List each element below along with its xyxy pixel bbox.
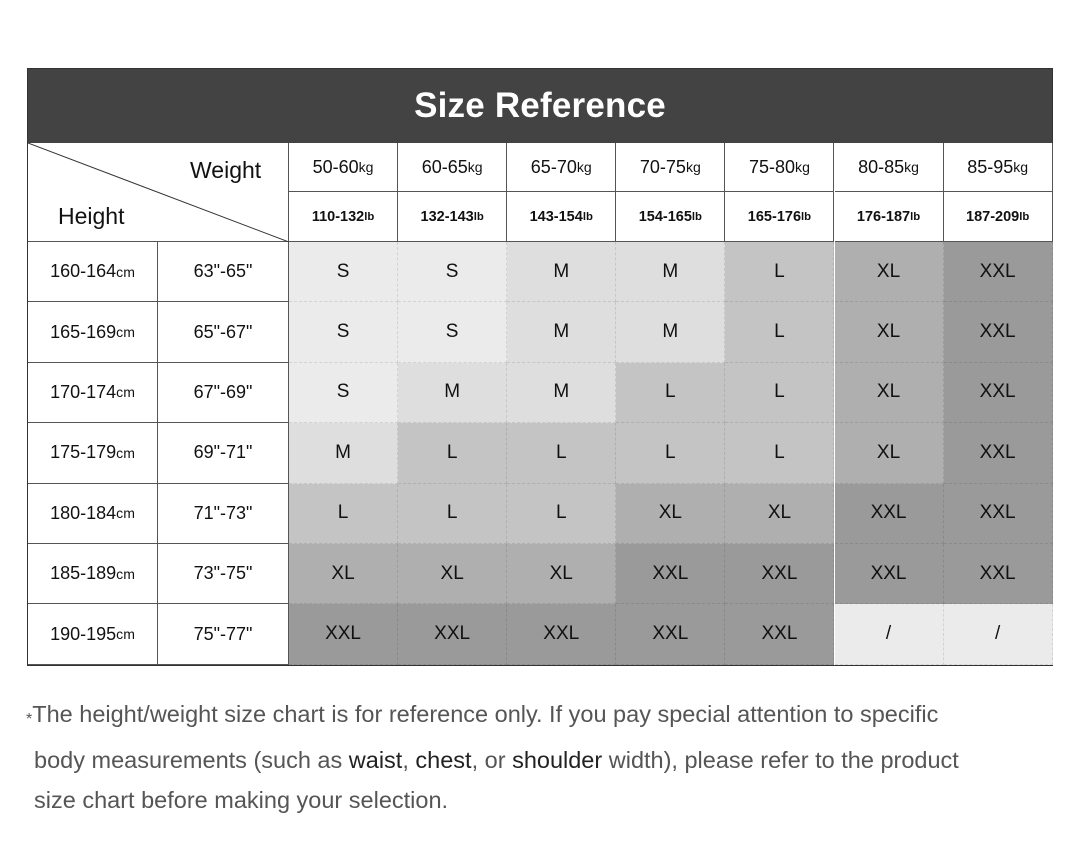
weight-lb-header: 143-154 lb — [507, 192, 616, 242]
height-inch-cell: 63"-65" — [158, 242, 289, 302]
weight-kg-header: 75-80 kg — [725, 143, 834, 192]
corner-header — [28, 143, 289, 242]
size-cell: XL — [835, 302, 944, 362]
weight-kg-header: 60-65 kg — [398, 143, 507, 192]
footnote-asterisk: * — [26, 711, 33, 728]
size-cell: XXL — [944, 242, 1053, 302]
size-cell: XXL — [944, 544, 1053, 604]
height-inch-cell: 75"-77" — [158, 604, 289, 664]
size-cell: XXL — [616, 544, 725, 604]
size-cell: XL — [725, 484, 834, 544]
size-cell: XL — [835, 423, 944, 483]
size-cell: XXL — [725, 604, 834, 664]
size-cell: L — [398, 484, 507, 544]
weight-kg-header: 85-95 kg — [944, 143, 1053, 192]
size-cell: / — [835, 604, 944, 664]
size-reference-chart — [27, 68, 1053, 666]
size-cell: XL — [398, 544, 507, 604]
weight-kg-header: 65-70 kg — [507, 143, 616, 192]
size-cell: L — [616, 423, 725, 483]
size-cell: XL — [616, 484, 725, 544]
weight-kg-header: 70-75 kg — [616, 143, 725, 192]
footnote — [26, 694, 1066, 820]
size-cell: S — [289, 363, 398, 423]
size-cell: XXL — [507, 604, 616, 664]
footnote-line-2: body measurements (such as waist, chest, or shoulder width), please refer to the product — [34, 747, 959, 773]
size-table — [28, 143, 1052, 665]
height-inch-cell: 67"-69" — [158, 363, 289, 423]
size-cell: L — [398, 423, 507, 483]
size-cell: XXL — [725, 544, 834, 604]
size-cell: L — [507, 484, 616, 544]
size-cell: M — [507, 302, 616, 362]
size-cell: XXL — [944, 423, 1053, 483]
weight-kg-header: 80-85 kg — [835, 143, 944, 192]
size-cell: L — [507, 423, 616, 483]
height-inch-cell: 73"-75" — [158, 544, 289, 604]
size-cell: XXL — [944, 484, 1053, 544]
chart-title: Size Reference — [28, 69, 1052, 143]
size-cell: XXL — [944, 302, 1053, 362]
height-cm-cell: 190-195 cm — [28, 604, 158, 664]
height-cm-cell: 185-189 cm — [28, 544, 158, 604]
size-cell: XXL — [944, 363, 1053, 423]
weight-lb-header: 187-209 lb — [944, 192, 1053, 242]
size-cell: / — [944, 604, 1053, 664]
height-axis-label: Height — [58, 203, 125, 229]
size-cell: XXL — [289, 604, 398, 664]
weight-lb-header: 154-165 lb — [616, 192, 725, 242]
size-cell: S — [289, 302, 398, 362]
height-inch-cell: 71"-73" — [158, 484, 289, 544]
height-cm-cell: 165-169 cm — [28, 302, 158, 362]
size-cell: XL — [835, 363, 944, 423]
weight-axis-label: Weight — [190, 157, 262, 183]
height-inch-cell: 65"-67" — [158, 302, 289, 362]
size-cell: XXL — [835, 544, 944, 604]
size-cell: XL — [289, 544, 398, 604]
size-cell: M — [616, 242, 725, 302]
weight-lb-header: 165-176 lb — [725, 192, 834, 242]
size-cell: L — [616, 363, 725, 423]
height-cm-cell: 175-179 cm — [28, 423, 158, 483]
size-cell: L — [725, 302, 834, 362]
size-cell: M — [616, 302, 725, 362]
weight-lb-header: 132-143 lb — [398, 192, 507, 242]
size-cell: XL — [507, 544, 616, 604]
height-cm-cell: 170-174 cm — [28, 363, 158, 423]
size-cell: L — [289, 484, 398, 544]
height-inch-cell: 69"-71" — [158, 423, 289, 483]
footnote-line-1: The height/weight size chart is for reference only. If you pay special attention to specific — [32, 701, 939, 727]
size-cell: XL — [835, 242, 944, 302]
weight-lb-header: 110-132 lb — [289, 192, 398, 242]
weight-lb-header: 176-187 lb — [835, 192, 944, 242]
size-cell: S — [398, 302, 507, 362]
footnote-line-3: size chart before making your selection. — [34, 787, 449, 813]
height-cm-cell: 180-184 cm — [28, 484, 158, 544]
size-cell: L — [725, 242, 834, 302]
size-cell: M — [507, 242, 616, 302]
size-cell: M — [507, 363, 616, 423]
size-cell: XXL — [835, 484, 944, 544]
size-cell: S — [289, 242, 398, 302]
size-cell: L — [725, 363, 834, 423]
height-cm-cell: 160-164 cm — [28, 242, 158, 302]
size-cell: L — [725, 423, 834, 483]
size-cell: M — [398, 363, 507, 423]
size-cell: S — [398, 242, 507, 302]
size-cell: XXL — [398, 604, 507, 664]
size-cell: XXL — [616, 604, 725, 664]
weight-kg-header: 50-60 kg — [289, 143, 398, 192]
size-cell: M — [289, 423, 398, 483]
